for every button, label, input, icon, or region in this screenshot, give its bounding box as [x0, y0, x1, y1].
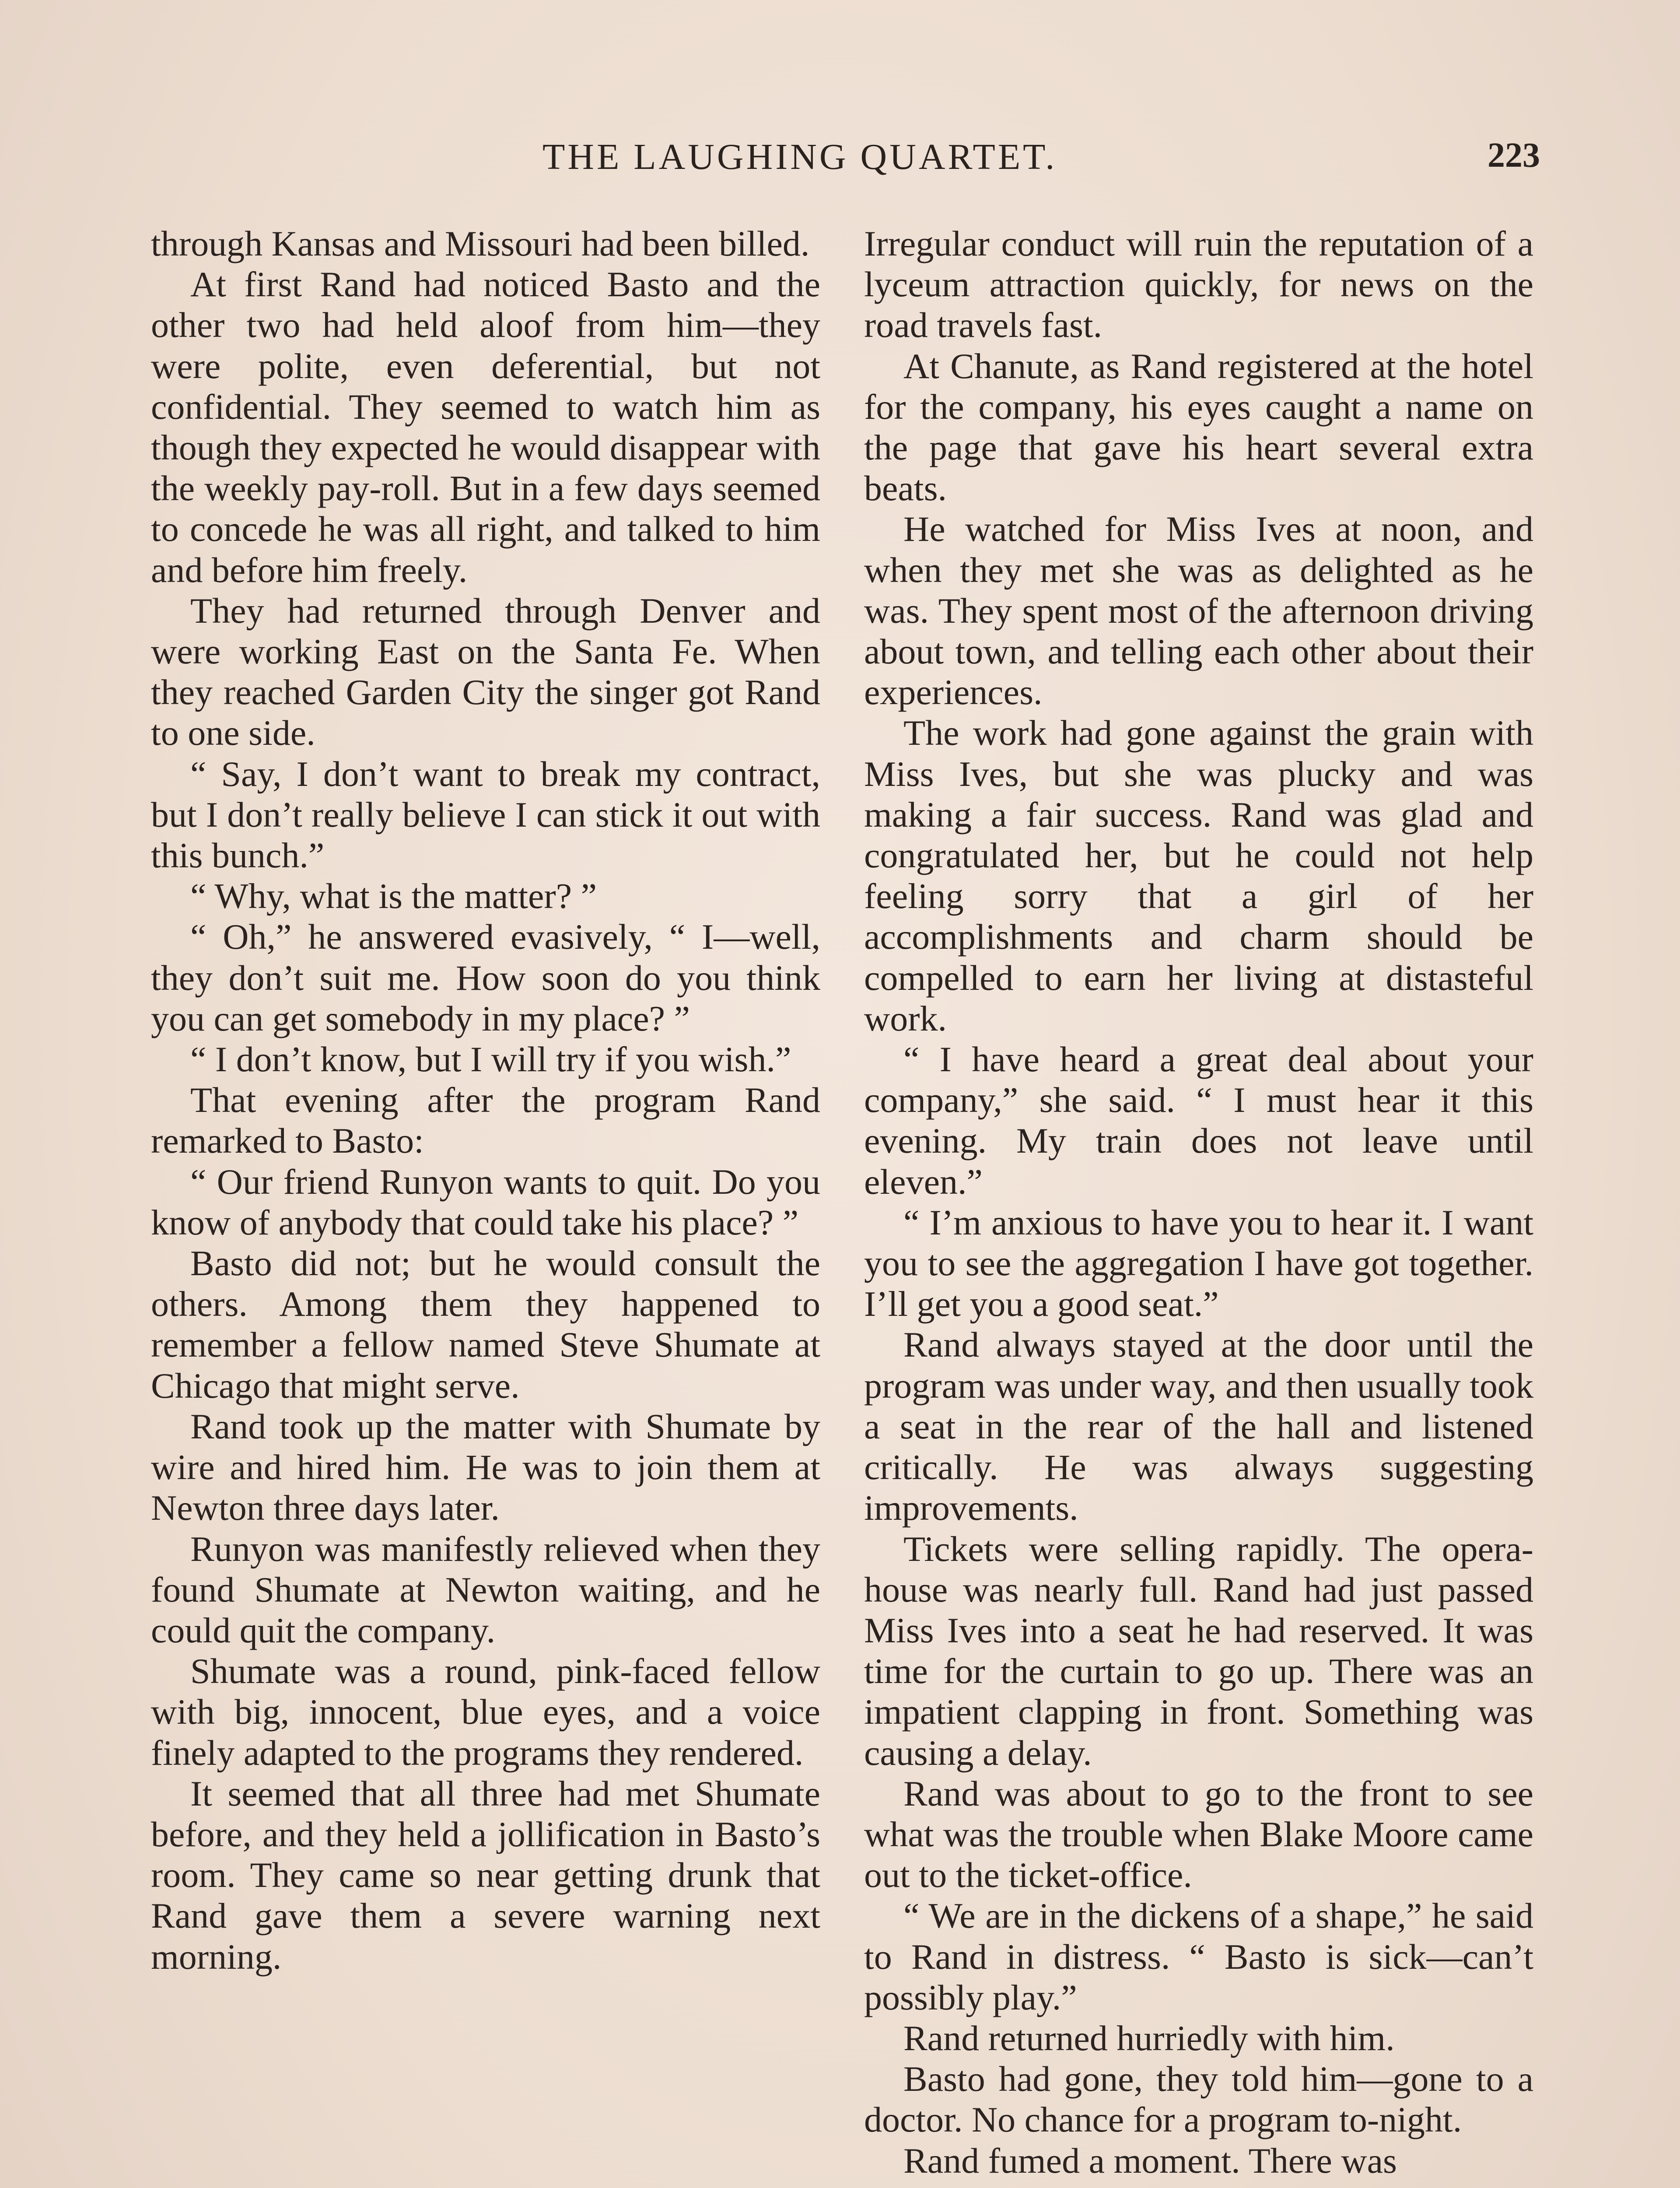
paragraph: Basto had gone, they told him—gone to a doctor. No chance for a program to-night.	[864, 2059, 1533, 2140]
paragraph: Rand was about to go to the front to see what was the trouble when Blake Moore came out to the ticket-office.	[864, 1773, 1533, 1895]
page-number: 223	[1488, 136, 1540, 175]
paragraph: “ We are in the dickens of a shape,” he said to Rand in distress. “ Basto is sick—can’t possibly play.”	[864, 1896, 1533, 2017]
paragraph: “ I don’t know, but I will try if you wish.”	[190, 1039, 791, 1080]
running-title: THE LAUGHING QUARTET.	[542, 137, 1057, 177]
paragraph: “ I’m anxious to have you to hear it. I want you to see the aggregation I have got together. I’ll get you a good seat.”	[864, 1202, 1533, 1324]
paragraph: He watched for Miss Ives at noon, and when they met she was as delighted as he was. They spent most of the afternoon driving about town, and telling each other about their experiences.	[864, 509, 1533, 712]
paragraph: Rand took up the matter with Shumate by wire and hired him. He was to join them at Newton three days later.	[151, 1406, 820, 1528]
paragraph: “ Why, what is the matter? ”	[190, 876, 597, 916]
paragraph: Tickets were selling rapidly. The opera-house was nearly full. Rand had just passed Miss Ives into a seat he had reserved. It was time for the curtain to go up. There was an impatient clapping in front. Something was causing a delay.	[864, 1529, 1533, 1773]
paragraph: Irregular conduct will ruin the reputation of a lyceum attraction quickly, for news on the road travels fast.	[864, 224, 1533, 345]
paragraph: “ I have heard a great deal about your company,” she said. “ I must hear it this evening. My train does not leave until eleven.”	[864, 1039, 1533, 1202]
paragraph: At Chanute, as Rand registered at the hotel for the company, his eyes caught a name on the page that gave his heart several extra beats.	[864, 346, 1533, 508]
right-text-column	[864, 223, 1533, 2181]
paragraph: The work had gone against the grain with Miss Ives, but she was plucky and was making a fair success. Rand was glad and congratulated her, but he could not help feeling sorry that a girl of her accomplishments and charm should be compelled to earn her living at distasteful work.	[864, 713, 1533, 1038]
paragraph: Rand fumed a moment. There was	[903, 2140, 1397, 2181]
paragraph: “ Say, I don’t want to break my contract, but I don’t really believe I can stick it out with this bunch.”	[151, 754, 820, 876]
paragraph: Shumate was a round, pink-faced fellow with big, innocent, blue eyes, and a voice finely adapted to the programs they rendered.	[151, 1651, 820, 1773]
paragraph: That evening after the program Rand remarked to Basto:	[151, 1080, 820, 1161]
paragraph: They had returned through Denver and were working East on the Santa Fe. When they reached Garden City the singer got Rand to one side.	[151, 590, 820, 753]
paragraph: Basto did not; but he would consult the others. Among them they happened to remember a fellow named Steve Shumate at Chicago that might serve.	[151, 1243, 820, 1406]
left-text-column	[151, 223, 820, 1977]
paragraph: At first Rand had noticed Basto and the other two had held aloof from him—they were polite, even deferential, but not confidential. They seemed to watch him as though they expected he would disappear with the weekly pay-roll. But in a few days seemed to concede he was all right, and talked to him and before him freely.	[151, 264, 820, 590]
paragraph: Runyon was manifestly relieved when they found Shumate at Newton waiting, and he could quit the company.	[151, 1529, 820, 1650]
paragraph: “ Our friend Runyon wants to quit. Do you know of anybody that could take his place? ”	[151, 1161, 820, 1242]
page-header	[149, 131, 1540, 184]
paragraph: through Kansas and Missouri had been billed.	[151, 224, 810, 263]
paragraph: It seemed that all three had met Shumate before, and they held a jollification in Basto’s room. They came so near getting drunk that Rand gave them a severe warning next morning.	[151, 1773, 820, 1977]
paragraph: Rand always stayed at the door until the program was under way, and then usually took a seat in the rear of the hall and listened critically. He was always suggesting improvements.	[864, 1325, 1533, 1528]
paragraph: “ Oh,” he answered evasively, “ I—well, they don’t suit me. How soon do you think you can get somebody in my place? ”	[151, 917, 820, 1038]
paragraph: Rand returned hurriedly with him.	[903, 2018, 1395, 2058]
